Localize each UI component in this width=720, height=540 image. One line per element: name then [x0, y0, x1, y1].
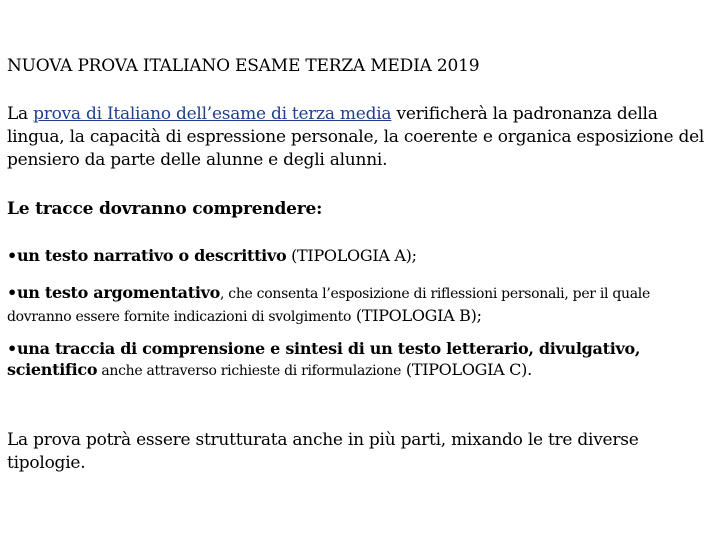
document-title: NUOVA PROVA ITALIANO ESAME TERZA MEDIA 2019 — [7, 56, 480, 76]
list-item-tipologia-b — [7, 282, 713, 328]
list-item-bold-text: un testo narrativo o descrittivo — [16, 246, 287, 265]
list-item-text: (TIPOLOGIA A); — [286, 246, 417, 265]
intro-paragraph — [7, 103, 713, 172]
closing-paragraph: La prova potrà essere strutturata anche in più parti, mixando le tre diverse tipologie. — [7, 430, 639, 473]
exam-link[interactable]: prova di Italiano dell’esame di terza media — [33, 104, 392, 124]
bullet: • — [7, 246, 17, 265]
bullet: • — [7, 339, 17, 358]
list-item-bold-text: una traccia di comprensione e sintesi di un testo letterario, divulgativo, scientifico — [7, 339, 641, 379]
bullet: • — [7, 283, 17, 302]
list-item-tail: (TIPOLOGIA C). — [401, 360, 532, 379]
list-item-tail: (TIPOLOGIA B); — [351, 306, 482, 325]
list-item-text: , che consenta l’esposizione di riflessioni personali, per il quale dovranno essere fornite indicazioni di svolgimento — [7, 286, 650, 325]
list-item-tipologia-a — [7, 245, 713, 266]
list-item-tipologia-c — [7, 338, 713, 382]
intro-text-start: La — [7, 104, 34, 124]
section-heading: Le tracce dovranno comprendere: — [7, 199, 323, 219]
intro-text-end: verificherà la padronanza della lingua, la capacità di espressione personale, la coerente e organica esposizione del pensiero da parte delle alunne e degli alunni. — [7, 104, 705, 170]
list-item-text: anche attraverso richieste di riformulazione — [97, 363, 402, 379]
list-item-bold-text: un testo argomentativo — [16, 283, 220, 302]
